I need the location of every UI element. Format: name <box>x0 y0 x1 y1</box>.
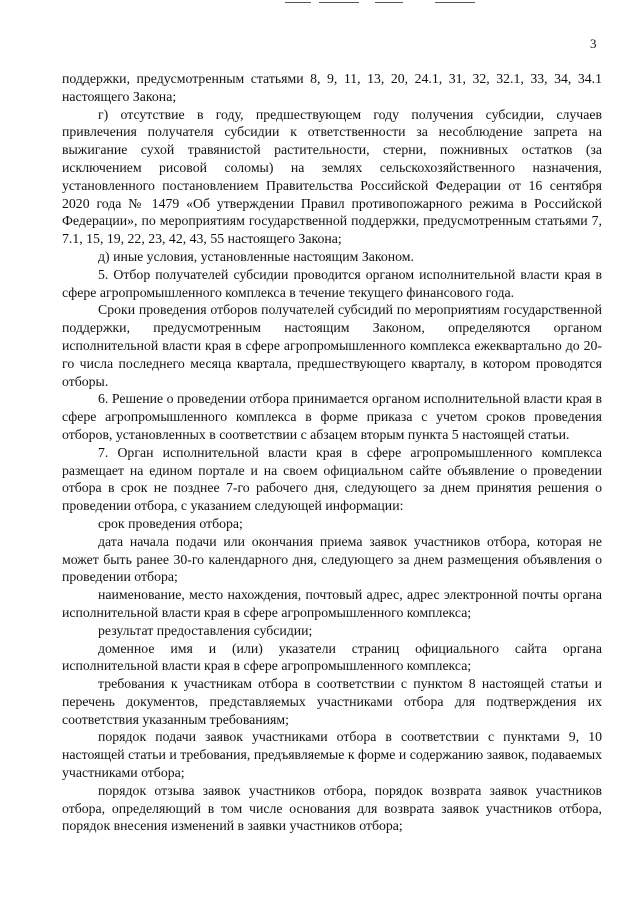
paragraph: наименование, место нахождения, почтовый адрес, адрес электронной почты органа исполнительной власти края в сфере агропромышленного комплекса; <box>62 587 602 620</box>
paragraph: г) отсутствие в году, предшествующем году получения субсидии, случаев привлечения получателя субсидии к ответственности за несоблюдение запрета на выжигание сухой травянистой растительности, стерни, пожнивных остатков (за исключением рисовой соломы) на землях сельскохозяйственного назначения, установленного постановлением Правительства Российской Федерации от 16 сентября 2020 года № 1479 «Об утверждении Правил противопожарного режима в Российской Федерации», по мероприятиям государственной поддержки, предусмотренным статьями 7, 7.1, 15, 19, 22, 23, 42, 43, 55 настоящего Закона; <box>62 106 602 247</box>
paragraph: 7. Орган исполнительной власти края в сфере агропромышленного комплекса размещает на едином портале и на своем официальном сайте объявление о проведении отбора в срок не позднее 7-го рабочего дня, следующего за днем принятия решения о проведении отбора, с указанием следующей информации: <box>62 444 602 514</box>
paragraph: Сроки проведения отборов получателей субсидий по мероприятиям государственной поддержки, предусмотренным настоящим Законом, определяются органом исполнительной власти края в сфере агропромышленного комплекса ежеквартально до 20-го числа последнего месяца квартала, предшествующего кварталу, в котором проводятся отборы. <box>62 302 602 389</box>
paragraph: доменное имя и (или) указатели страниц официального сайта органа исполнительной власти края в сфере агропромышленного комплекса; <box>62 640 602 674</box>
paragraph: поддержки, предусмотренным статьями 8, 9, 11, 13, 20, 24.1, 31, 32, 32.1, 33, 34, 34.1 настоящего Закона; <box>62 71 602 104</box>
paragraph: порядок подачи заявок участниками отбора в соответствии с пунктами 9, 10 настоящей статьи и требования, предъявляемые к форме и содержанию заявок, подаваемых участниками отбора; <box>62 729 602 781</box>
paragraph: порядок отзыва заявок участников отбора, порядок возврата заявок участников отбора, определяющий в том числе основания для возврата заявок участников отбора, порядок внесения изменений в заявки участников отбора; <box>62 782 602 834</box>
paragraph: дата начала подачи или окончания приема заявок участников отбора, которая не может быть ранее 30-го календарного дня, следующего за днем размещения объявления о проведении отбора; <box>62 533 602 585</box>
paragraph: результат предоставления субсидии; <box>98 622 313 638</box>
paragraph: срок проведения отбора; <box>98 515 243 531</box>
paragraph: 6. Решение о проведении отбора принимается органом исполнительной власти края в сфере агропромышленного комплекса в форме приказа с учетом сроков проведения отборов, установленных в соответствии с абзацем вторым пункта 5 настоящей статьи. <box>62 391 602 442</box>
paragraph: д) иные условия, установленные настоящим Законом. <box>98 248 414 264</box>
paragraph: требования к участникам отбора в соответствии с пунктом 8 настоящей статьи и перечень документов, представляемых участниками отбора для подтверждения их соответствия указанным требованиям; <box>62 676 602 727</box>
page-number: 3 <box>590 36 597 51</box>
paragraph: 5. Отбор получателей субсидии проводится органом исполнительной власти края в сфере агропромышленного комплекса в течение текущего финансового года. <box>62 266 602 300</box>
document-body <box>62 70 602 835</box>
header-scan-marks <box>285 0 485 8</box>
